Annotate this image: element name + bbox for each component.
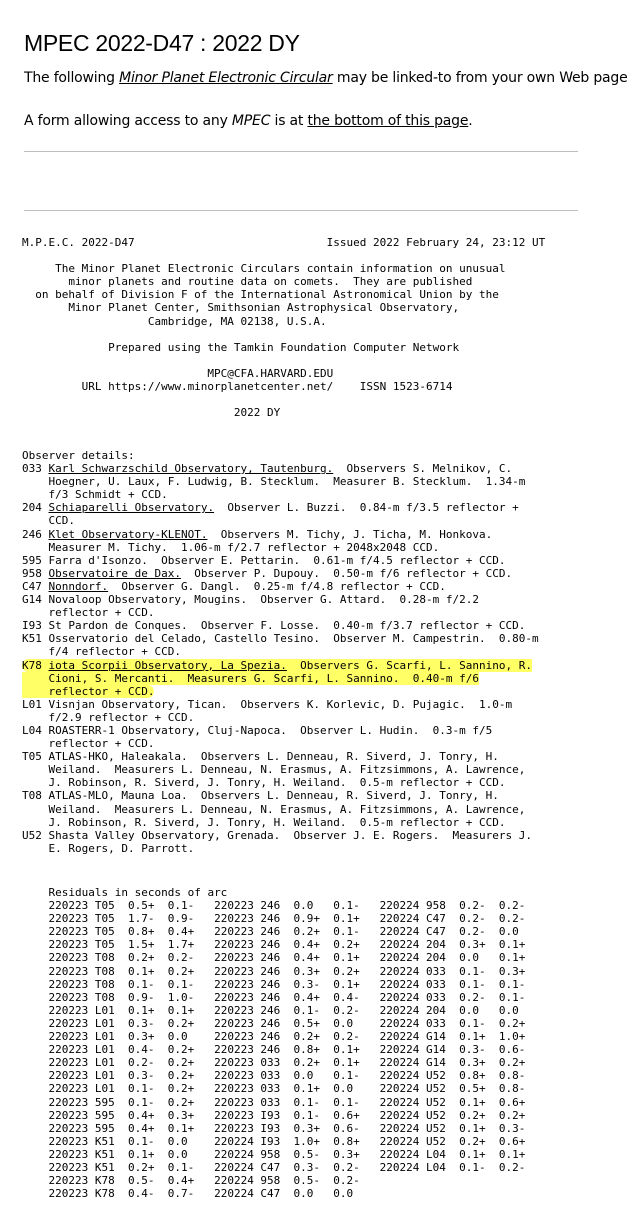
- residual-cell: 220223 033 0.1- 0.1-: [214, 1095, 367, 1109]
- observer-code: G14: [22, 593, 42, 607]
- observer-entry: [22, 580, 446, 593]
- observer-code: 204: [22, 501, 42, 515]
- residual-cell: 220224 G14 0.3+ 0.2+: [379, 1056, 526, 1070]
- observer-detail: reflector + CCD.: [22, 737, 155, 751]
- observer-entry: [22, 462, 525, 501]
- residual-cell: 220223 K51 0.1- 0.0: [48, 1134, 201, 1148]
- divider-bottom: [24, 210, 578, 211]
- form-middle: is at: [270, 113, 308, 129]
- residual-row: [22, 1004, 519, 1017]
- residual-cell: 220224 C47 0.2- 0.0: [379, 925, 519, 939]
- residual-cell: 220223 T08 0.2+ 0.2-: [48, 951, 201, 965]
- header-line: 2022 DY: [22, 406, 281, 420]
- intro-prefix: The following: [24, 70, 120, 86]
- residual-cell: 220223 L01 0.1+ 0.1+: [48, 1003, 201, 1017]
- residual-cell: 220223 033 0.0 0.1-: [214, 1069, 367, 1083]
- residual-cell: 220223 595 0.1- 0.2+: [48, 1095, 201, 1109]
- residual-row: [22, 1030, 525, 1043]
- observer-detail: f/4 reflector + CCD.: [22, 645, 181, 659]
- residual-cell: 220223 246 0.3+ 0.2+: [214, 964, 367, 978]
- observer-detail: Hoegner, U. Laux, F. Ludwig, B. Stecklum. Measurer B. Stecklum. 1.34-m: [22, 475, 526, 489]
- observer-detail: Observers L. Denneau, R. Siverd, J. Tonry, H.: [187, 789, 499, 803]
- observer-name: ATLAS-HKO, Haleakala.: [48, 750, 188, 764]
- observer-detail: Observer L. Hudin. 0.3-m f/5: [286, 723, 493, 737]
- residual-cell: 220224 033 0.2- 0.1-: [379, 990, 526, 1004]
- observer-detail: J. Robinson, R. Siverd, J. Tonry, H. Weiland. 0.5-m reflector + CCD.: [22, 776, 506, 790]
- residual-cell: 220223 T05 1.5+ 1.7+: [48, 938, 201, 952]
- observer-code: K51: [22, 632, 42, 646]
- observer-detail: Cioni, S. Mercanti. Measurers G. Scarfi, L. Sannino. 0.40-m f/6: [22, 671, 479, 685]
- observer-detail: Observer G. Dangl. 0.25-m f/4.8 reflector + CCD.: [108, 579, 446, 593]
- residual-cell: 220224 958 0.2- 0.2-: [379, 899, 526, 913]
- residual-cell: 220223 T05 0.8+ 0.4+: [48, 925, 201, 939]
- observer-entry: [22, 619, 525, 632]
- mpec-link-label: Minor Planet Electronic Circular: [119, 70, 333, 86]
- form-prefix: A form allowing access to any: [24, 113, 232, 129]
- observer-entry: [22, 829, 532, 855]
- residual-cell: 220224 U52 0.1+ 0.6+: [379, 1095, 526, 1109]
- residual-row: [22, 1122, 525, 1135]
- residual-cell: 220223 K78 0.4- 0.7-: [48, 1187, 201, 1201]
- observer-entry: [22, 632, 539, 658]
- observer-detail: Weiland. Measurers L. Denneau, N. Erasmus, A. Fitzsimmons, A. Lawrence,: [22, 763, 526, 777]
- observer-name: Novaloop Observatory, Mougins.: [48, 593, 248, 607]
- residual-cell: 220223 T08 0.1- 0.1-: [48, 977, 201, 991]
- header-line: on behalf of Division F of the International Astronomical Union by the: [22, 288, 499, 302]
- residual-cell: 220223 L01 0.1- 0.2+: [48, 1082, 201, 1096]
- residual-row: [22, 912, 525, 925]
- observer-entry: [22, 567, 512, 580]
- residual-cell: 220224 G14 0.1+ 1.0+: [379, 1030, 526, 1044]
- residual-cell: 220223 246 0.2+ 0.2-: [214, 1030, 367, 1044]
- issue-date: Issued 2022 February 24, 23:12 UT: [326, 236, 546, 249]
- residual-row: [22, 1082, 525, 1095]
- observer-detail: f/2.9 reflector + CCD.: [22, 710, 195, 724]
- residual-cell: 220223 T08 0.1+ 0.2+: [48, 964, 201, 978]
- residual-cell: 220224 G14 0.3- 0.6-: [379, 1043, 526, 1057]
- residual-row: [22, 1109, 525, 1122]
- intro-suffix: may be linked-to from your own Web page: [332, 70, 628, 86]
- residual-row: [22, 978, 525, 991]
- observer-code: 958: [22, 566, 42, 580]
- observer-name: Visnjan Observatory, Tican.: [48, 697, 228, 711]
- observer-detail: Observers L. Denneau, R. Siverd, J. Tonry, H.: [187, 750, 499, 764]
- observer-code: 595: [22, 553, 42, 567]
- observer-entry: [22, 554, 505, 567]
- residuals-block: [22, 886, 525, 1200]
- observer-name: Shasta Valley Observatory, Grenada.: [48, 828, 281, 842]
- observer-code: U52: [22, 828, 42, 842]
- observer-detail: Observer L. Buzzi. 0.84-m f/3.5 reflector +: [214, 501, 519, 515]
- residual-cell: 220223 T05 1.7- 0.9-: [48, 912, 201, 926]
- residual-cell: 220223 246 0.5+ 0.0: [214, 1016, 367, 1030]
- bottom-of-page-link[interactable]: the bottom of this page: [307, 113, 469, 129]
- observer-code: C47: [22, 579, 42, 593]
- observer-detail: Observer G. Attard. 0.28-m f/2.2: [247, 593, 479, 607]
- residual-cell: 220223 033 0.1+ 0.0: [214, 1082, 367, 1096]
- observer-code: I93: [22, 619, 42, 633]
- residual-cell: 220224 204 0.3+ 0.1+: [379, 938, 526, 952]
- residual-cell: 220223 L01 0.4- 0.2+: [48, 1043, 201, 1057]
- header-line: minor planets and routine data on comets. They are published: [22, 275, 473, 289]
- observer-name: ROASTERR-1 Observatory, Cluj-Napoca.: [48, 723, 287, 737]
- residual-cell: 220223 T08 0.9- 1.0-: [48, 990, 201, 1004]
- observer-detail: E. Rogers, D. Parrott.: [22, 841, 195, 855]
- residual-row: [22, 1174, 380, 1187]
- header-line: Cambridge, MA 02138, U.S.A.: [22, 314, 327, 328]
- residual-cell: 220224 U52 0.2+ 0.6+: [379, 1134, 526, 1148]
- observer-link[interactable]: Schiaparelli Observatory.: [48, 501, 215, 515]
- residual-cell: 220224 958 0.5- 0.2-: [214, 1174, 367, 1188]
- residual-cell: 220223 L01 0.2- 0.2+: [48, 1056, 201, 1070]
- residual-cell: 220224 U52 0.2+ 0.2+: [379, 1108, 526, 1122]
- form-text: [24, 113, 473, 129]
- observer-code: 033: [22, 462, 42, 476]
- residual-cell: 220223 L01 0.3- 0.2+: [48, 1016, 201, 1030]
- residual-row: [22, 951, 525, 964]
- observer-detail: Observer M. Campestrin. 0.80-m: [320, 632, 539, 646]
- residual-cell: 220224 U52 0.5+ 0.8-: [379, 1082, 526, 1096]
- observer-code: 246: [22, 527, 42, 541]
- observer-detail: reflector + CCD.: [22, 606, 155, 620]
- observer-link[interactable]: iota Scorpii Observatory, La Spezia.: [48, 658, 287, 672]
- observer-name: St Pardon de Conques.: [48, 619, 188, 633]
- observer-detail: Observers S. Melnikov, C.: [333, 462, 513, 476]
- circular-header: [22, 236, 545, 419]
- mpec-link[interactable]: [119, 70, 333, 86]
- residual-cell: 220223 246 0.9+ 0.1+: [214, 912, 367, 926]
- residual-cell: 220224 L04 0.1+ 0.1+: [379, 1147, 526, 1161]
- observer-entry: [22, 501, 519, 527]
- residual-cell: 220224 C47 0.3- 0.2-: [214, 1160, 367, 1174]
- observers-heading: Observer details:: [22, 449, 135, 462]
- residual-cell: 220223 033 0.2+ 0.1+: [214, 1056, 367, 1070]
- observer-entry: [22, 528, 492, 554]
- residual-row: [22, 938, 525, 951]
- observer-detail: reflector + CCD.: [22, 684, 155, 698]
- residual-cell: 220223 246 0.8+ 0.1+: [214, 1043, 367, 1057]
- observer-link[interactable]: Observatoire de Dax.: [48, 566, 181, 580]
- residual-cell: 220224 U52 0.8+ 0.8-: [379, 1069, 526, 1083]
- residual-cell: 220224 033 0.1- 0.3+: [379, 964, 526, 978]
- header-line: URL https://www.minorplanetcenter.net/ ISSN 1523-6714: [22, 380, 453, 394]
- residual-cell: 220223 K78 0.5- 0.4+: [48, 1174, 201, 1188]
- observer-detail: Weiland. Measurers L. Denneau, N. Erasmus, A. Fitzsimmons, A. Lawrence,: [22, 802, 526, 816]
- residual-cell: 220223 K51 0.1+ 0.0: [48, 1147, 201, 1161]
- residual-cell: 220224 I93 1.0+ 0.8+: [214, 1134, 367, 1148]
- residual-cell: 220224 C47 0.2- 0.2-: [379, 912, 526, 926]
- observer-detail: f/3 Schmidt + CCD.: [22, 488, 168, 502]
- form-em: MPEC: [231, 113, 271, 129]
- residual-row: [22, 965, 525, 978]
- residual-row: [22, 1096, 525, 1109]
- residual-row: [22, 1069, 525, 1082]
- residual-cell: 220223 246 0.4+ 0.2+: [214, 938, 367, 952]
- residual-cell: 220224 C47 0.0 0.0: [214, 1187, 367, 1201]
- residual-row: [22, 899, 525, 912]
- issue-gap: [135, 236, 327, 249]
- observer-detail: Observers G. Scarfi, L. Sannino, R.: [286, 658, 532, 672]
- intro-text: [24, 70, 628, 86]
- residual-row: [22, 925, 519, 938]
- residual-row: [22, 1187, 380, 1200]
- residual-cell: 220223 595 0.4+ 0.1+: [48, 1121, 201, 1135]
- residual-cell: 220223 L01 0.3- 0.2+: [48, 1069, 201, 1083]
- observer-detail: CCD.: [22, 514, 75, 528]
- observer-name: Osservatorio del Celado, Castello Tesino.: [48, 632, 321, 646]
- residual-cell: 220224 033 0.1- 0.2+: [379, 1016, 526, 1030]
- residual-cell: 220223 I93 0.3+ 0.6-: [214, 1121, 367, 1135]
- residual-cell: 220223 K51 0.2+ 0.1-: [48, 1160, 201, 1174]
- form-suffix: .: [468, 113, 473, 129]
- observer-entry: [22, 698, 512, 724]
- residual-row: [22, 1161, 525, 1174]
- observer-detail: Measurer M. Tichy. 1.06-m f/2.7 reflector + 2048x2048 CCD.: [22, 540, 440, 554]
- residual-row: [22, 991, 525, 1004]
- observer-details: [22, 449, 539, 855]
- observer-name: Farra d'Isonzo.: [48, 553, 148, 567]
- observer-detail: Observer J. E. Rogers. Measurers J.: [280, 828, 532, 842]
- residual-cell: 220223 246 0.2+ 0.1-: [214, 925, 367, 939]
- residual-cell: 220223 L01 0.3+ 0.0: [48, 1030, 201, 1044]
- observer-code: K78: [22, 658, 42, 672]
- residual-cell: 220224 204 0.0 0.1+: [379, 951, 526, 965]
- residual-cell: 220223 T05 0.5+ 0.1-: [48, 899, 201, 913]
- observer-entry: [22, 789, 525, 828]
- observer-detail: J. Robinson, R. Siverd, J. Tonry, H. Weiland. 0.5-m reflector + CCD.: [22, 815, 506, 829]
- observer-link[interactable]: Karl Schwarzschild Observatory, Tautenburg.: [48, 462, 334, 476]
- residual-cell: 220224 958 0.5- 0.3+: [214, 1147, 367, 1161]
- header-line: Minor Planet Center, Smithsonian Astrophysical Observatory,: [22, 301, 460, 315]
- header-line: MPC@CFA.HARVARD.EDU: [22, 366, 334, 380]
- residual-row: [22, 1135, 525, 1148]
- residual-cell: 220223 I93 0.1- 0.6+: [214, 1108, 367, 1122]
- observer-name: ATLAS-MLO, Mauna Loa.: [48, 789, 188, 803]
- residual-cell: 220223 595 0.4+ 0.3+: [48, 1108, 201, 1122]
- residual-row: [22, 1043, 525, 1056]
- observer-detail: Observers M. Tichy, J. Ticha, M. Honkova.: [207, 527, 493, 541]
- residual-cell: 220223 246 0.0 0.1-: [214, 899, 367, 913]
- residual-row: [22, 1148, 525, 1161]
- observer-detail: Observer F. Losse. 0.40-m f/3.7 reflector + CCD.: [187, 619, 526, 633]
- residual-row: [22, 1056, 525, 1069]
- observer-code: T05: [22, 750, 42, 764]
- observer-link[interactable]: Klet Observatory-KLENOT.: [48, 527, 208, 541]
- divider-top: [24, 151, 578, 152]
- observer-code: L04: [22, 723, 42, 737]
- observer-entry: [22, 724, 492, 750]
- residual-cell: 220223 246 0.4+ 0.1+: [214, 951, 367, 965]
- page-title: MPEC 2022-D47 : 2022 DY: [24, 30, 300, 56]
- observer-code: T08: [22, 789, 42, 803]
- residual-cell: 220223 246 0.3- 0.1+: [214, 977, 367, 991]
- residual-row: [22, 1017, 525, 1030]
- observer-code: L01: [22, 697, 42, 711]
- residuals-heading: Residuals in seconds of arc: [48, 886, 228, 899]
- issue-line: [22, 236, 545, 249]
- header-line: Prepared using the Tamkin Foundation Computer Network: [22, 340, 460, 354]
- observer-entry: [22, 750, 525, 789]
- residual-cell: 220224 033 0.1- 0.1-: [379, 977, 526, 991]
- observer-detail: Observers K. Korlevic, D. Pujagic. 1.0-m: [227, 697, 513, 711]
- observer-link[interactable]: Nonndorf.: [48, 579, 109, 593]
- residual-cell: 220224 L04 0.1- 0.2-: [379, 1160, 526, 1174]
- observer-detail: Observer P. Dupouy. 0.50-m f/6 reflector + CCD.: [180, 566, 513, 580]
- observer-entry: [22, 659, 532, 698]
- header-line: The Minor Planet Electronic Circulars contain information on unusual: [22, 262, 506, 276]
- residual-cell: 220223 246 0.1- 0.2-: [214, 1003, 367, 1017]
- observer-detail: Observer E. Pettarin. 0.61-m f/4.5 reflector + CCD.: [147, 553, 506, 567]
- residual-cell: 220224 U52 0.1+ 0.3-: [379, 1121, 526, 1135]
- residual-cell: 220223 246 0.4+ 0.4-: [214, 990, 367, 1004]
- observer-entry: [22, 593, 479, 619]
- residual-cell: 220224 204 0.0 0.0: [379, 1003, 519, 1017]
- mpec-number: M.P.E.C. 2022-D47: [22, 236, 135, 249]
